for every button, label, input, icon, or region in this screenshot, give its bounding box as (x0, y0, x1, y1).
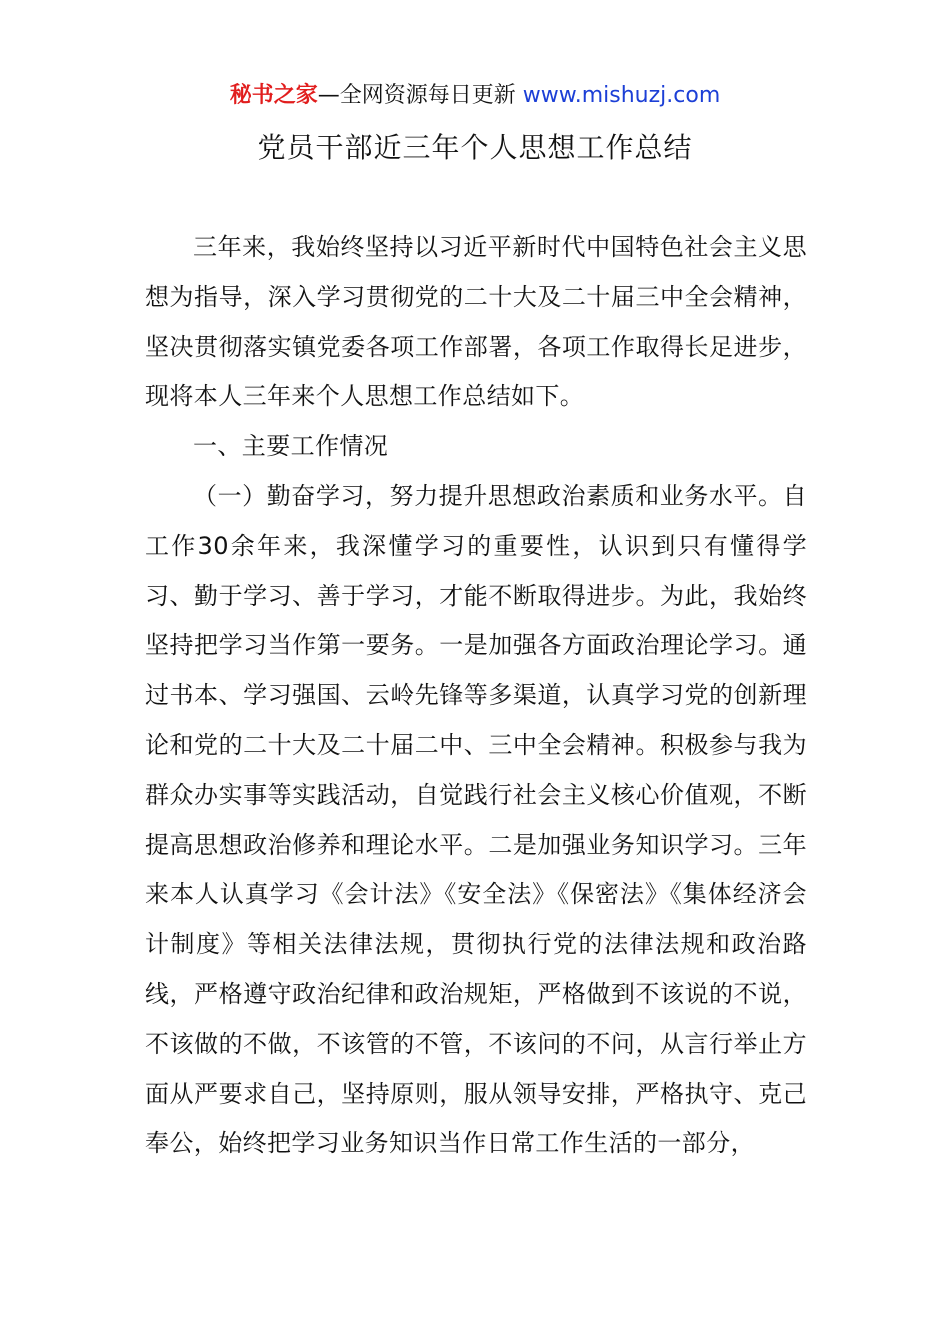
banner-tagline: —全网资源每日更新 (317, 83, 523, 108)
section-heading: 一、主要工作情况 (193, 432, 389, 461)
document-body (145, 223, 807, 1169)
banner-url-link[interactable]: www.mishuzj.com (522, 83, 721, 108)
document-title: 党员干部近三年个人思想工作总结 (257, 131, 693, 164)
paragraph-intro: 三年来，我始终坚持以习近平新时代中国特色社会主义思想为指导，深入学习贯彻党的二十大及二十届三中全会精神，坚决贯彻落实镇党委各项工作部署，各项工作取得长足进步，现将本人三年来个人思想工作总结如下。 (145, 233, 807, 411)
paragraph-study: （一）勤奋学习，努力提升思想政治素质和业务水平。自工作30余年来，我深懂学习的重要性，认识到只有懂得学习、勤于学习、善于学习，才能不断取得进步。为此，我始终坚持把学习当作第一要务。一是加强各方面政治理论学习。通过书本、学习强国、云岭先锋等多渠道，认真学习党的创新理论和党的二十大及二十届二中、三中全会精神。积极参与我为群众办实事等实践活动，自觉践行社会主义核心价值观，不断提高思想政治修养和理论水平。二是加强业务知识学习。三年来本人认真学习《会计法》《安全法》《保密法》《集体经济会计制度》等相关法律法规，贯彻执行党的法律法规和政治路线，严格遵守政治纪律和政治规矩，严格做到不该说的不说，不该做的不做，不该管的不管，不该问的不问，从言行举止方面从严要求自己，坚持原则，服从领导安排，严格执守、克己奉公，始终把学习业务知识当作日常工作生活的一部分， (145, 481, 807, 1158)
banner-brand: 秘书之家 (229, 83, 318, 108)
site-banner (0, 80, 950, 112)
